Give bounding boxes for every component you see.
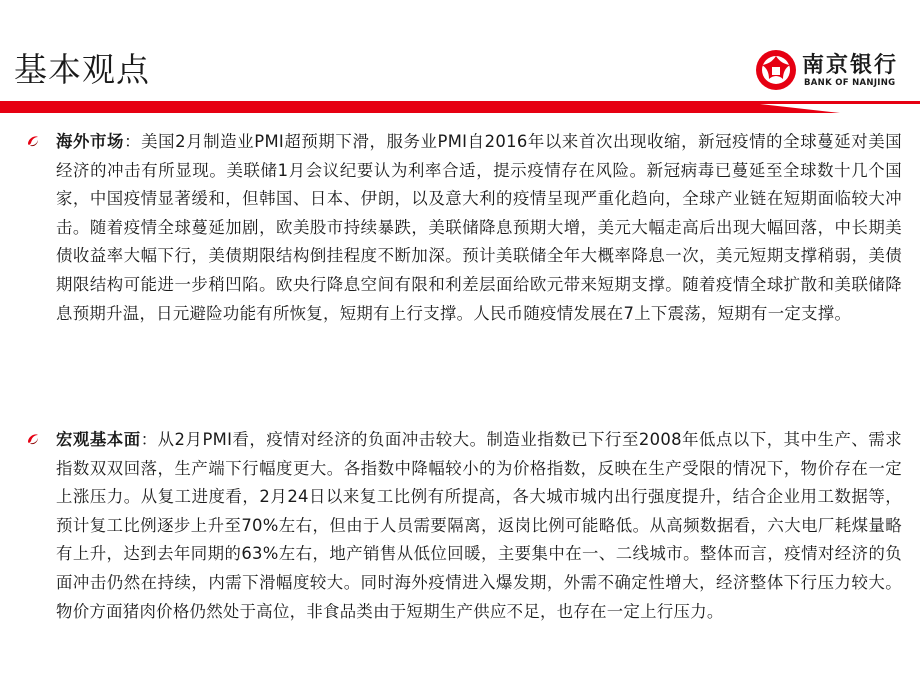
- slide-header: [0, 0, 920, 100]
- logo-name-en: BANK OF NANJING: [804, 78, 896, 88]
- bullet-swoosh-icon: [26, 432, 40, 446]
- section-paragraph: [30, 426, 902, 626]
- header-divider: [0, 101, 920, 113]
- section-separator: ：: [140, 430, 158, 449]
- section-heading: 海外市场: [56, 132, 125, 151]
- bullet-swoosh-icon: [26, 134, 40, 148]
- page-title: 基本观点: [14, 50, 150, 89]
- section-overseas-market: [30, 128, 902, 328]
- section-heading: 宏观基本面: [56, 430, 141, 449]
- bank-logo: [754, 48, 910, 96]
- section-paragraph: [30, 128, 902, 328]
- section-body: 美国2月制造业PMI超预期下滑，服务业PMI自2016年以来首次出现收缩，新冠疫情的全球蔓延对美国经济的冲击有所显现。美联储1月会议纪要认为利率合适，提示疫情存在风险。新冠病毒已蔓延至全球数十几个国家，中国疫情显著缓和，但韩国、日本、伊朗，以及意大利的疫情呈现严重化趋向，全球产业链在短期面临较大冲击。随着疫情全球蔓延加剧，欧美股市持续暴跌，美联储降息预期大增，美元大幅走高后出现大幅回落，中长期美债收益率大幅下行，美债期限结构倒挂程度不断加深。预计美联储全年大概率降息一次，美元短期支撑稍弱，美债期限结构可能进一步稍凹陷。欧央行降息空间有限和利差层面给欧元带来短期支撑。随着疫情全球扩散和美联储降息预期升温，日元避险功能有所恢复，短期有上行支撑。人民币随疫情发展在7上下震荡，短期有一定支撑。: [56, 132, 902, 323]
- section-separator: ：: [124, 132, 142, 151]
- logo-name-cn: 南京银行: [802, 53, 899, 78]
- section-body: 从2月PMI看，疫情对经济的负面冲击较大。制造业指数已下行至2008年低点以下，其中生产、需求指数双双回落，生产端下行幅度更大。各指数中降幅较小的为价格指数，反映在生产受限的情况下，物价存在一定上涨压力。从复工进度看，2月24日以来复工比例有所提高，各大城市城内出行强度提升，结合企业用工数据等，预计复工比例逐步上升至70%左右，但由于人员需要隔离，返岗比例可能略低。从高频数据看，六大电厂耗煤量略有上升，达到去年同期的63%左右，地产销售从低位回暖，主要集中在一、二线城市。整体而言，疫情对经济的负面冲击仍然在持续，内需下滑幅度较大。同时海外疫情进入爆发期，外需不确定性增大，经济整体下行压力较大。物价方面猪肉价格仍然处于高位，非食品类由于短期生产供应不足，也存在一定上行压力。: [56, 430, 902, 621]
- nanjing-bank-emblem-icon: [754, 48, 798, 92]
- section-macro-fundamentals: [30, 426, 902, 626]
